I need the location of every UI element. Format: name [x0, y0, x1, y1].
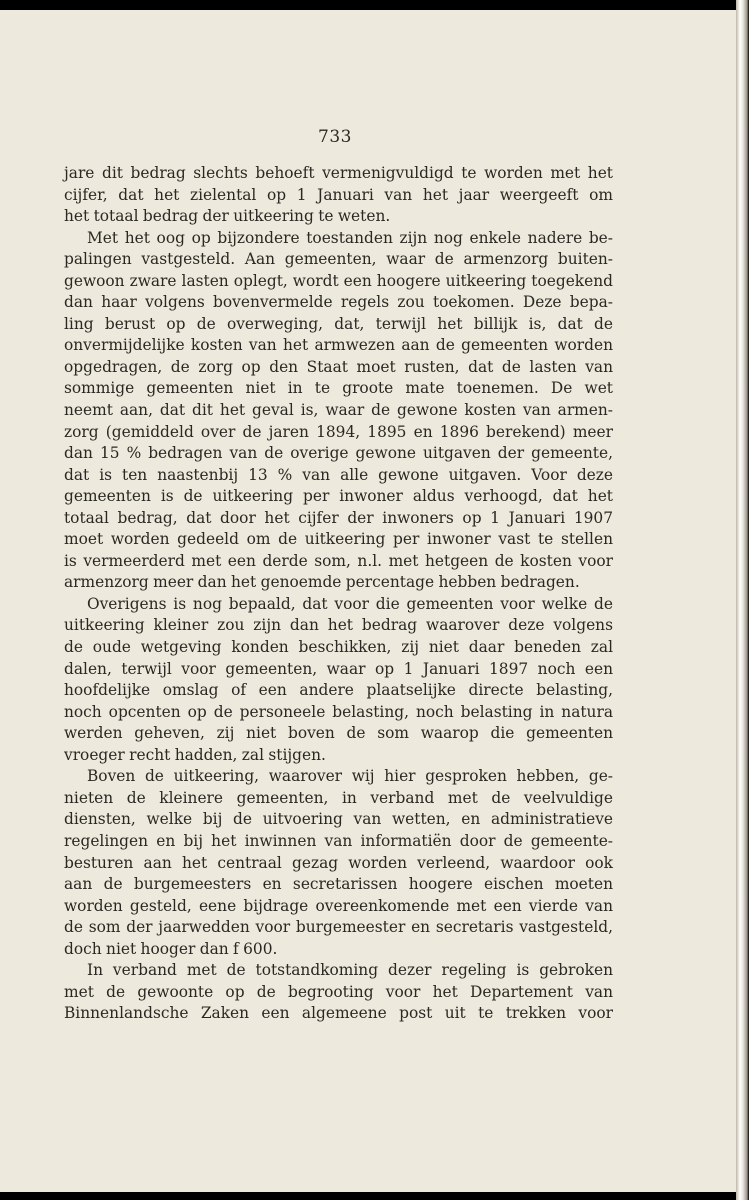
text-line: gewoon zware lasten oplegt, wordt een hoogere uitkeering toegekend	[64, 271, 613, 290]
text-line: worden gesteld, eene bijdrage overeenkomende met een vierde van	[64, 896, 613, 915]
text-line: opgedragen, de zorg op den Staat moet rusten, dat de lasten van	[64, 357, 613, 376]
text-line: is vermeerderd met een derde som, n.l. met hetgeen de kosten voor	[64, 551, 613, 570]
book-page	[0, 10, 736, 1192]
text-line: werden geheven, zij niet boven de som waarop die gemeenten	[64, 724, 613, 743]
text-line: de oude wetgeving konden beschikken, zij niet daar beneden zal	[64, 638, 613, 657]
text-line: palingen vastgesteld. Aan gemeenten, waar de armenzorg buiten-	[64, 250, 613, 269]
text-line: vroeger recht hadden, zal stijgen.	[64, 745, 326, 764]
text-line: Overigens is nog bepaald, dat voor die gemeenten voor welke de	[87, 594, 613, 613]
text-line: Met het oog op bijzondere toestanden zijn nog enkele nadere be-	[87, 228, 613, 247]
text-line: dalen, terwijl voor gemeenten, waar op 1 Januari 1897 noch een	[64, 659, 613, 678]
text-line: zorg (gemiddeld over de jaren 1894, 1895 en 1896 berekend) meer	[64, 422, 613, 441]
text-line: diensten, welke bij de uitvoering van wetten, en administratieve	[64, 810, 613, 829]
text-line: dat is ten naastenbij 13 % van alle gewone uitgaven. Voor deze	[64, 465, 613, 484]
text-line: uitkeering kleiner zou zijn dan het bedrag waarover deze volgens	[64, 616, 613, 635]
text-line: onvermijdelijke kosten van het armwezen aan de gemeenten worden	[64, 336, 613, 355]
text-line: ling berust op de overweging, dat, terwijl het billijk is, dat de	[64, 314, 613, 333]
text-line: hoofdelijke omslag of een andere plaatselijke directe belasting,	[64, 681, 613, 700]
text-line: aan de burgemeesters en secretarissen hoogere eischen moeten	[64, 875, 613, 894]
page-number: 733	[318, 127, 352, 147]
text-line: noch opcenten op de personeele belasting, noch belasting in natura	[64, 702, 613, 721]
text-line: het totaal bedrag der uitkeering te weten.	[64, 207, 391, 226]
text-line: de som der jaarwedden voor burgemeester en secretaris vastgesteld,	[64, 918, 613, 937]
text-line: totaal bedrag, dat door het cijfer der inwoners op 1 Januari 1907	[64, 508, 613, 527]
text-line: jare dit bedrag slechts behoeft vermenigvuldigd te worden met het	[64, 164, 613, 182]
body-text	[64, 163, 613, 1025]
text-line: Binnenlandsche Zaken een algemeene post uit te trekken voor	[64, 1004, 613, 1023]
text-line: nieten de kleinere gemeenten, in verband met de veelvuldige	[64, 788, 613, 807]
text-line: gemeenten is de uitkeering per inwoner aldus verhoogd, dat het	[64, 487, 613, 506]
text-line: dan 15 % bedragen van de overige gewone uitgaven der gemeente,	[64, 444, 613, 463]
text-line: armenzorg meer dan het genoemde percentage hebben bedragen.	[64, 573, 580, 592]
book-spine-edge	[736, 0, 749, 1200]
text-line: moet worden gedeeld om de uitkeering per inwoner vast te stellen	[64, 530, 613, 549]
text-line: cijfer, dat het zielental op 1 Januari van het jaar weergeeft om	[64, 185, 613, 204]
text-line: doch niet hooger dan f 600.	[64, 939, 278, 958]
text-line: neemt aan, dat dit het geval is, waar de gewone kosten van armen-	[64, 401, 613, 420]
text-line: met de gewoonte op de begrooting voor het Departement van	[64, 982, 613, 1001]
text-line: besturen aan het centraal gezag worden verleend, waardoor ook	[64, 853, 613, 872]
text-line: In verband met de totstandkoming dezer regeling is gebroken	[87, 961, 613, 980]
text-line: regelingen en bij het inwinnen van informatiën door de gemeente-	[64, 831, 613, 850]
text-line: Boven de uitkeering, waarover wij hier gesproken hebben, ge-	[87, 767, 613, 786]
text-line: sommige gemeenten niet in te groote mate toenemen. De wet	[64, 379, 613, 398]
text-line: dan haar volgens bovenvermelde regels zou toekomen. Deze bepa-	[64, 293, 613, 312]
